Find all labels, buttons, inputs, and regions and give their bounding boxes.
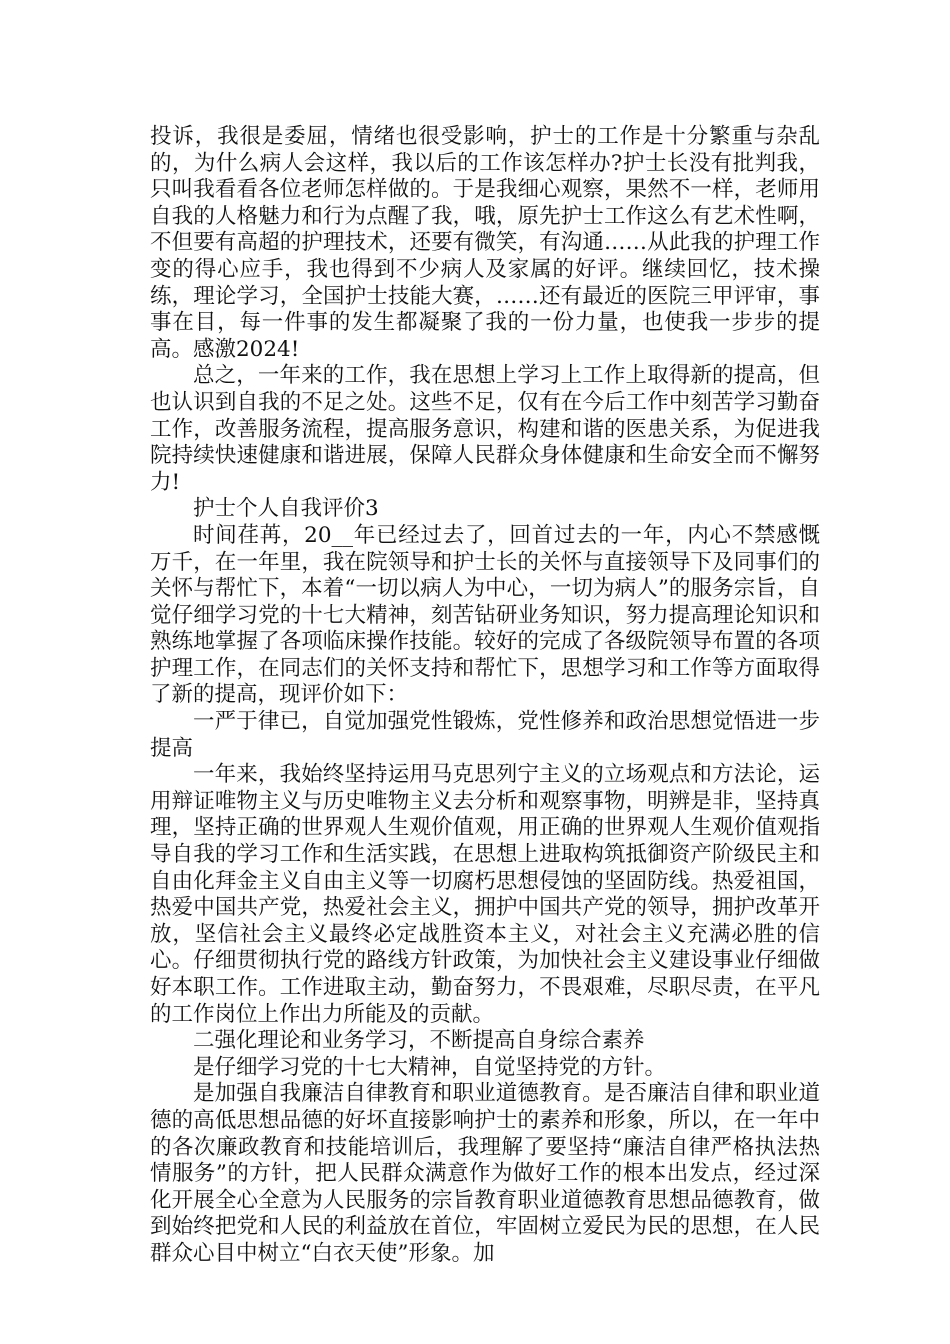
paragraph-party-guideline: 是仔细学习党的十七大精神，自觉坚持党的方针。 bbox=[193, 1054, 667, 1080]
paragraph-ideology: 一年来，我始终坚持运用马克思列宁主义的立场观点和方法论，运用辩证唯物主义与历史唯物主义去分析和观察事物，明辨是非，坚持真理，坚持正确的世界观人生观价值观，用正确的世界观人生观价值观指导自我的学习工作和生活实践，在思想上进取构筑抵御资产阶级民主和自由化拜金主义自由主义等一切腐朽思想侵蚀的坚固防线。热爱祖国，热爱中国共产党，热爱社会主义，拥护中国共产党的领导，拥护改革开放，坚信社会主义最终必定战胜资本主义，对社会主义充满必胜的信心。仔细贯彻执行党的路线方针政策，为加快社会主义建设事业仔细做好本职工作。工作进取主动，勤奋努力，不畏艰难，尽职尽责，在平凡的工作岗位上作出力所能及的贡献。 bbox=[150, 762, 820, 1027]
document-body bbox=[150, 124, 820, 1268]
paragraph-integrity-education: 是加强自我廉洁自律教育和职业道德教育。是否廉洁自律和职业道德的高低思想品德的好坏直接影响护士的素养和形象，所以，在一年中的各次廉政教育和技能培训后，我理解了要坚持“廉洁自律严格执法热情服务”的方针，把人民群众满意作为做好工作的根本出发点，经过深化开展全心全意为人民服务的宗旨教育职业道德教育思想品德教育，做到始终把党和人民的利益放在首位，牢固树立爱民为民的思想，在人民群众心目中树立“白衣天使”形象。加 bbox=[150, 1081, 820, 1266]
paragraph-summary: 总之，一年来的工作，我在思想上学习上工作上取得新的提高，但也认识到自我的不足之处。这些不足，仅有在今后工作中刻苦学习勤奋工作，改善服务流程，提高服务意识，构建和谐的医患关系，为促进我院持续快速健康和谐进展，保障人民群众身体健康和生命安全而不懈努力! bbox=[150, 363, 820, 495]
subheading-party-discipline: 一严于律已，自觉加强党性锻炼，党性修养和政治思想觉悟进一步提高 bbox=[150, 709, 820, 761]
paragraph-year-review: 时间荏苒，20__年已经过去了，回首过去的一年，内心不禁感慨万千，在一年里，我在院领导和护士长的关怀与直接领导下及同事们的关怀与帮忙下，本着“一切以病人为中心，一切为病人”的服务宗旨，自觉仔细学习党的十七大精神，刻苦钻研业务知识，努力提高理论知识和熟练地掌握了各项临床操作技能。较好的完成了各级院领导布置的各项护理工作，在同志们的关怀支持和帮忙下，思想学习和工作等方面取得了新的提高，现评价如下： bbox=[150, 522, 820, 708]
section-heading-self-evaluation-3: 护士个人自我评价3 bbox=[193, 496, 379, 522]
subheading-theory-study: 二强化理论和业务学习，不断提高自身综合素养 bbox=[193, 1028, 645, 1054]
paragraph-complaint-reflection: 投诉，我很是委屈，情绪也很受影响，护士的工作是十分繁重与杂乱的，为什么病人会这样，我以后的工作该怎样办?护士长没有批判我，只叫我看看各位老师怎样做的。于是我细心观察，果然不一样，老师用自我的人格魅力和行为点醒了我，哦，原先护士工作这么有艺术性啊，不但要有高超的护理技术，还要有微笑，有沟通……从此我的护理工作变的得心应手，我也得到不少病人及家属的好评。继续回忆，技术操练，理论学习，全国护士技能大赛，……还有最近的医院三甲评审，事事在目，每一件事的发生都凝聚了我的一份力量，也使我一步步的提高。感激2024! bbox=[150, 124, 820, 362]
